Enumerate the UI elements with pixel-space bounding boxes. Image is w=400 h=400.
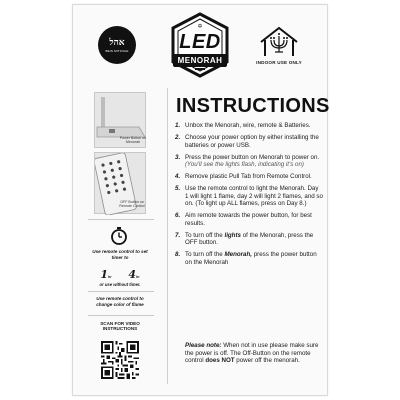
brand-seal-subtitle: BEIS MITZVAH	[105, 48, 129, 53]
logo-led-text: LED	[179, 31, 221, 53]
timer-instruction: Use remote control to set timer to	[92, 249, 148, 260]
note-emphasis: does NOT	[205, 357, 235, 365]
step-note: (You'll see the lights flash, indicating it's on)	[185, 161, 304, 169]
column-divider	[167, 88, 168, 384]
step-item: 4. Remove plastic Pull Tab from Remote Control.	[175, 173, 312, 181]
timer-or-text: or use without timer.	[99, 282, 141, 287]
left-divider-2	[88, 291, 154, 292]
house-menorah-icon	[255, 22, 303, 60]
scan-video-label: SCAN FOR VIDEO INSTRUCTIONS	[100, 321, 140, 332]
led-menorah-logo	[167, 12, 233, 78]
off-button-caption: OFF Button on Remote Control	[119, 200, 145, 208]
flame-color-instruction: Use remote control to change color of flame	[96, 296, 144, 307]
indoor-use-label: INDOOR USE ONLY	[256, 60, 302, 65]
power-button-caption: Power Button on Menorah	[119, 136, 147, 144]
step-item: 8. To turn off the Menorah, press the power button on the Menorah	[175, 251, 317, 267]
svg-text:✡: ✡	[197, 24, 203, 30]
timer-option-1hr: 1hr	[100, 268, 112, 281]
step-item: 6. Aim remote towards the power button, for best results.	[175, 212, 312, 227]
brand-seal-logo	[98, 26, 136, 64]
timer-icon	[110, 226, 128, 246]
page-title: INSTRUCTIONS	[176, 95, 330, 117]
step-item: 7. To turn off the lights of the Menorah, press the OFF button.	[175, 231, 314, 247]
left-divider-1	[88, 219, 154, 220]
timer-hour-options	[92, 268, 148, 281]
indoor-use-badge	[255, 22, 303, 72]
step-item: 1. Unbox the Menorah, wire, remote & Batteries.	[175, 122, 311, 129]
step-item: 5. Use the remote control to light the Menorah. Day 1 will light 1 flame, day 2 will light 2 flames, and so on. (To light up ALL flames, press on Day 8.)	[175, 185, 323, 208]
step-item: 3. Press the power button on Menorah to power on. (You'll see the lights flash, indicating it's on)	[175, 153, 320, 169]
brand-seal-hebrew: אהל	[109, 37, 125, 48]
please-note: Please note: When not in use please make sure the power is off. The Off-Button on the remote control does NOT power off the menorah.	[185, 342, 319, 365]
qr-code-icon[interactable]	[101, 341, 139, 379]
note-heading: Please note:	[185, 342, 222, 349]
logo-menorah-text: MENORAH	[173, 54, 227, 67]
left-divider-3	[88, 315, 154, 316]
instruction-steps	[175, 122, 323, 271]
step-item: 2. Choose your power option by either installing the batteries or power USB.	[175, 133, 319, 149]
timer-option-4hr: 4hr	[128, 268, 140, 281]
